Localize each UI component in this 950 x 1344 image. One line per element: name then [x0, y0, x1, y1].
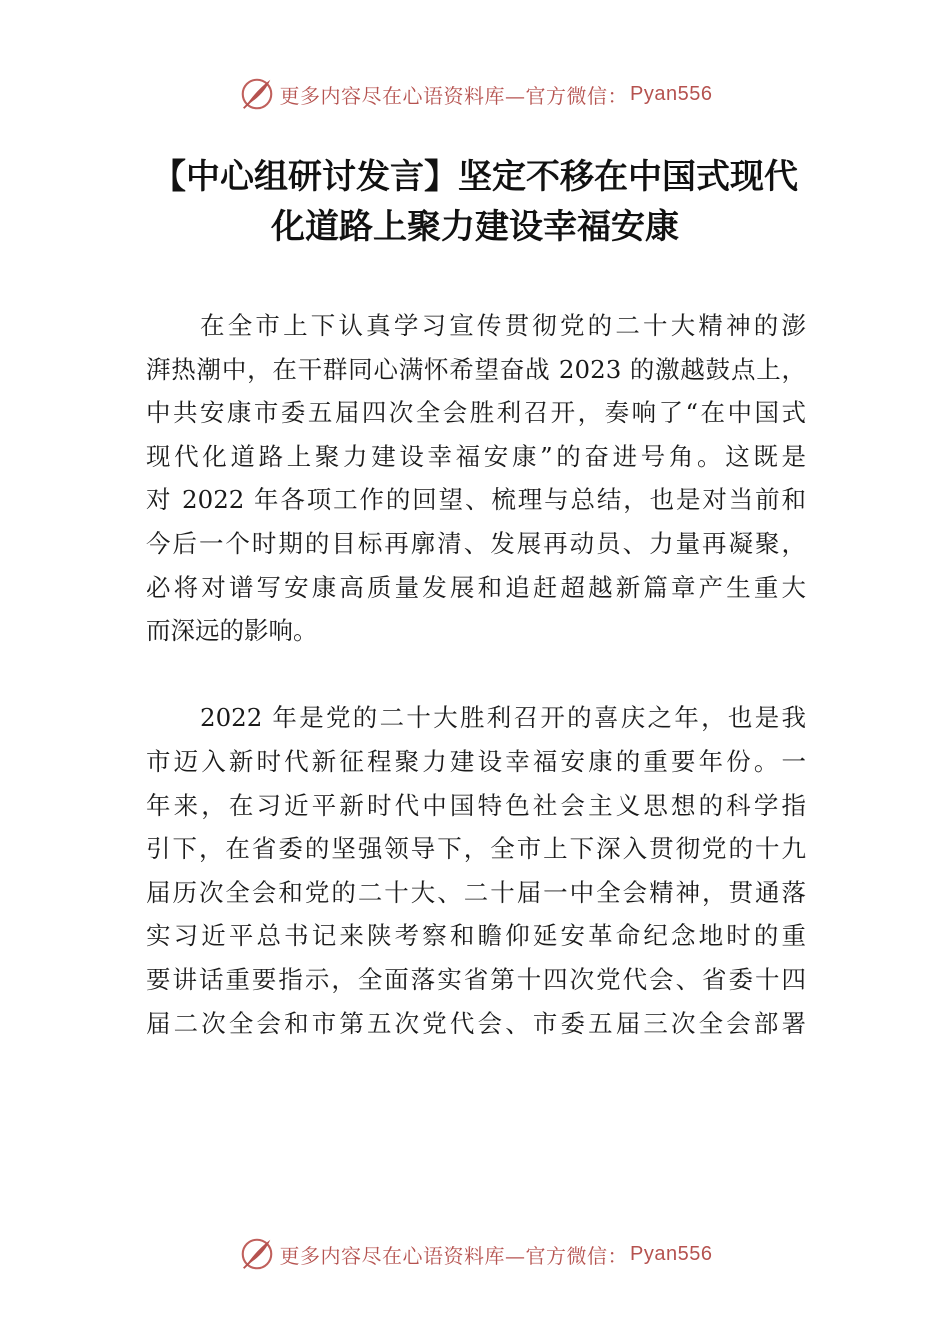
paragraph-line: 市迈入新时代新征程聚力建设幸福安康的重要年份。一 — [146, 746, 806, 776]
paragraph-1 — [146, 304, 806, 653]
header-watermark-banner — [0, 72, 950, 116]
footer-banner-text: 更多内容尽在心语资料库—官方微信： — [279, 1243, 629, 1268]
paragraph-line: 而深远的影响。 — [146, 616, 318, 646]
header-wechat-id: Pyan556 — [630, 82, 713, 105]
paragraph-spacer — [146, 653, 806, 697]
feather-pen-logo-icon — [238, 1235, 276, 1273]
paragraph-line: 实习近平总书记来陕考察和瞻仰延安革命纪念地时的重 — [146, 921, 806, 951]
paragraph-line: 湃热潮中，在干群同心满怀希望奋战 2023 的激越鼓点上， — [146, 354, 806, 384]
footer-wechat-id: Pyan556 — [630, 1242, 713, 1265]
paragraph-2 — [146, 696, 806, 1045]
paragraph-line: 现代化道路上聚力建设幸福安康”的奋进号角。这既是 — [146, 441, 806, 471]
paragraph-line: 要讲话重要指示，全面落实省第十四次党代会、省委十四 — [146, 964, 806, 994]
header-banner-text: 更多内容尽在心语资料库—官方微信： — [279, 83, 629, 108]
paragraph-line: 在全市上下认真学习宣传贯彻党的二十大精神的澎 — [200, 311, 806, 340]
paragraph-line: 年来，在习近平新时代中国特色社会主义思想的科学指 — [146, 790, 806, 820]
title-line-2: 化道路上聚力建设幸福安康 — [271, 207, 679, 247]
paragraph-line: 今后一个时期的目标再廓清、发展再动员、力量再凝聚， — [146, 528, 806, 558]
title-line-1: 【中心组研讨发言】坚定不移在中国式现代 — [152, 157, 798, 197]
document-body — [146, 304, 806, 1045]
document-title — [100, 152, 850, 252]
paragraph-line: 引下，在省委的坚强领导下，全市上下深入贯彻党的十九 — [146, 834, 806, 864]
footer-watermark-banner — [0, 1232, 950, 1276]
paragraph-line: 2022 年是党的二十大胜利召开的喜庆之年，也是我 — [200, 703, 806, 733]
feather-pen-logo-icon — [238, 75, 276, 113]
paragraph-line: 届历次全会和党的二十大、二十届一中全会精神，贯通落 — [146, 877, 806, 907]
paragraph-line: 对 2022 年各项工作的回望、梳理与总结，也是对当前和 — [146, 485, 806, 515]
paragraph-line: 中共安康市委五届四次全会胜利召开，奏响了“在中国式 — [146, 398, 806, 428]
paragraph-line: 届二次全会和市第五次党代会、市委五届三次全会部署 — [146, 1008, 806, 1038]
paragraph-line: 必将对谱写安康高质量发展和追赶超越新篇章产生重大 — [146, 572, 806, 602]
